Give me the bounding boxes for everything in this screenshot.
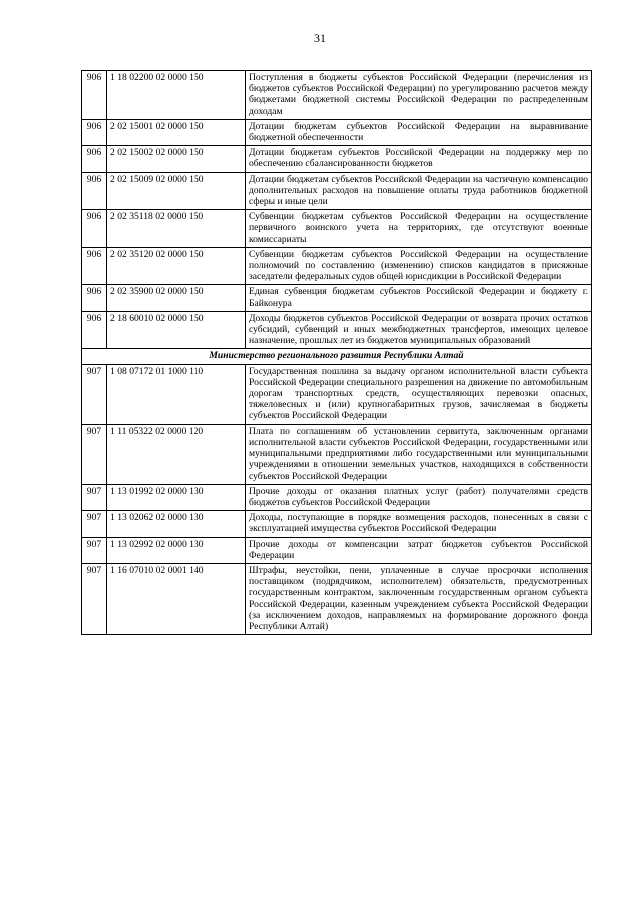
table-row bbox=[82, 71, 592, 120]
budget-code-cell: 1 13 01992 02 0000 130 bbox=[107, 484, 246, 510]
description-cell: Доходы бюджетов субъектов Российской Федерации от возврата прочих остатков субсидий, субвенций и иных межбюджетных трансфертов, имеющих целевое назначение, прошлых лет из бюджетов муниципальных образований bbox=[246, 311, 592, 349]
description-cell: Государственная пошлина за выдачу органом исполнительной власти субъекта Российской Федерации специального разрешения на движение по автомобильным дорогам транспортных средств, осуществляющих перевозки опасных, тяжеловесных и (или) крупногабаритных грузов, зачисляемая в бюджеты субъектов Российской Федерации bbox=[246, 364, 592, 424]
description-cell: Доходы, поступающие в порядке возмещения расходов, понесенных в связи с эксплуатацией имущества субъектов Российской Федерации bbox=[246, 511, 592, 537]
table-row bbox=[82, 247, 592, 285]
admin-code-cell: 906 bbox=[82, 71, 107, 120]
description-cell: Штрафы, неустойки, пени, уплаченные в случае просрочки исполнения поставщиком (подрядчиком, исполнителем) обязательств, предусмотренных государственным контрактом, заключенным государственным органом субъекта Российской Федерации, казенным учреждением субъекта Российской Федерации (за исключением доходов, направляемых на формирование дорожного фонда Республики Алтай) bbox=[246, 563, 592, 634]
description-cell: Дотации бюджетам субъектов Российской Федерации на поддержку мер по обеспечению сбалансированности бюджетов bbox=[246, 146, 592, 172]
budget-code-cell: 2 02 15001 02 0000 150 bbox=[107, 119, 246, 145]
table-row bbox=[82, 364, 592, 424]
budget-code-cell: 1 16 07010 02 0001 140 bbox=[107, 563, 246, 634]
admin-code-cell: 906 bbox=[82, 285, 107, 311]
budget-code-cell: 1 18 02200 02 0000 150 bbox=[107, 71, 246, 120]
budget-code-cell: 1 08 07172 01 1000 110 bbox=[107, 364, 246, 424]
section-title: Министерство регионального развития Республики Алтай bbox=[82, 349, 592, 364]
admin-code-cell: 906 bbox=[82, 146, 107, 172]
admin-code-cell: 906 bbox=[82, 119, 107, 145]
table-row bbox=[82, 424, 592, 484]
description-cell: Поступления в бюджеты субъектов Российской Федерации (перечисления из бюджетов субъектов Российской Федерации) по урегулированию расчетов между бюджетами бюджетной системы Российской Федерации по распределенным доходам bbox=[246, 71, 592, 120]
page-number: 31 bbox=[314, 31, 326, 45]
table-row bbox=[82, 563, 592, 634]
budget-code-cell: 1 11 05322 02 0000 120 bbox=[107, 424, 246, 484]
table-row bbox=[82, 311, 592, 349]
table-row bbox=[82, 172, 592, 210]
admin-code-cell: 907 bbox=[82, 537, 107, 563]
table-row bbox=[82, 119, 592, 145]
description-cell: Прочие доходы от оказания платных услуг (работ) получателями средств бюджетов субъектов Российской Федерации bbox=[246, 484, 592, 510]
section-header-row bbox=[82, 349, 592, 364]
admin-code-cell: 906 bbox=[82, 210, 107, 248]
table-row bbox=[82, 484, 592, 510]
description-cell: Единая субвенция бюджетам субъектов Российской Федерации и бюджету г. Байконура bbox=[246, 285, 592, 311]
description-cell: Дотации бюджетам субъектов Российской Федерации на выравнивание бюджетной обеспеченности bbox=[246, 119, 592, 145]
description-cell: Субвенции бюджетам субъектов Российской Федерации на осуществление полномочий по составлению (изменению) списков кандидатов в присяжные заседатели федеральных судов общей юрисдикции в Российской Федерации bbox=[246, 247, 592, 285]
budget-code-cell: 2 02 35900 02 0000 150 bbox=[107, 285, 246, 311]
budget-code-cell: 2 18 60010 02 0000 150 bbox=[107, 311, 246, 349]
budget-code-cell: 2 02 15009 02 0000 150 bbox=[107, 172, 246, 210]
budget-code-cell: 2 02 35120 02 0000 150 bbox=[107, 247, 246, 285]
budget-code-cell: 1 13 02062 02 0000 130 bbox=[107, 511, 246, 537]
admin-code-cell: 907 bbox=[82, 563, 107, 634]
table-row bbox=[82, 210, 592, 248]
admin-code-cell: 906 bbox=[82, 311, 107, 349]
budget-code-cell: 2 02 35118 02 0000 150 bbox=[107, 210, 246, 248]
admin-code-cell: 907 bbox=[82, 484, 107, 510]
admin-code-cell: 906 bbox=[82, 172, 107, 210]
admin-code-cell: 906 bbox=[82, 247, 107, 285]
budget-code-cell: 2 02 15002 02 0000 150 bbox=[107, 146, 246, 172]
description-cell: Прочие доходы от компенсации затрат бюджетов субъектов Российской Федерации bbox=[246, 537, 592, 563]
budget-code-cell: 1 13 02992 02 0000 130 bbox=[107, 537, 246, 563]
table-row bbox=[82, 146, 592, 172]
admin-code-cell: 907 bbox=[82, 511, 107, 537]
admin-code-cell: 907 bbox=[82, 424, 107, 484]
admin-code-cell: 907 bbox=[82, 364, 107, 424]
table-row bbox=[82, 511, 592, 537]
table-body bbox=[82, 71, 592, 635]
table-row bbox=[82, 285, 592, 311]
description-cell: Субвенции бюджетам субъектов Российской Федерации на осуществление первичного воинского учета на территориях, где отсутствуют военные комиссариаты bbox=[246, 210, 592, 248]
description-cell: Дотации бюджетам субъектов Российской Федерации на частичную компенсацию дополнительных расходов на повышение оплаты труда работников бюджетной сферы и иные цели bbox=[246, 172, 592, 210]
description-cell: Плата по соглашениям об установлении сервитута, заключенным органами исполнительной власти субъектов Российской Федерации, государственными или муниципальными предприятиями либо государственными или муниципальными учреждениями в отношении земельных участков, находящихся в собственности субъектов Российской Федерации bbox=[246, 424, 592, 484]
revenue-classification-table bbox=[81, 70, 592, 635]
table-row bbox=[82, 537, 592, 563]
